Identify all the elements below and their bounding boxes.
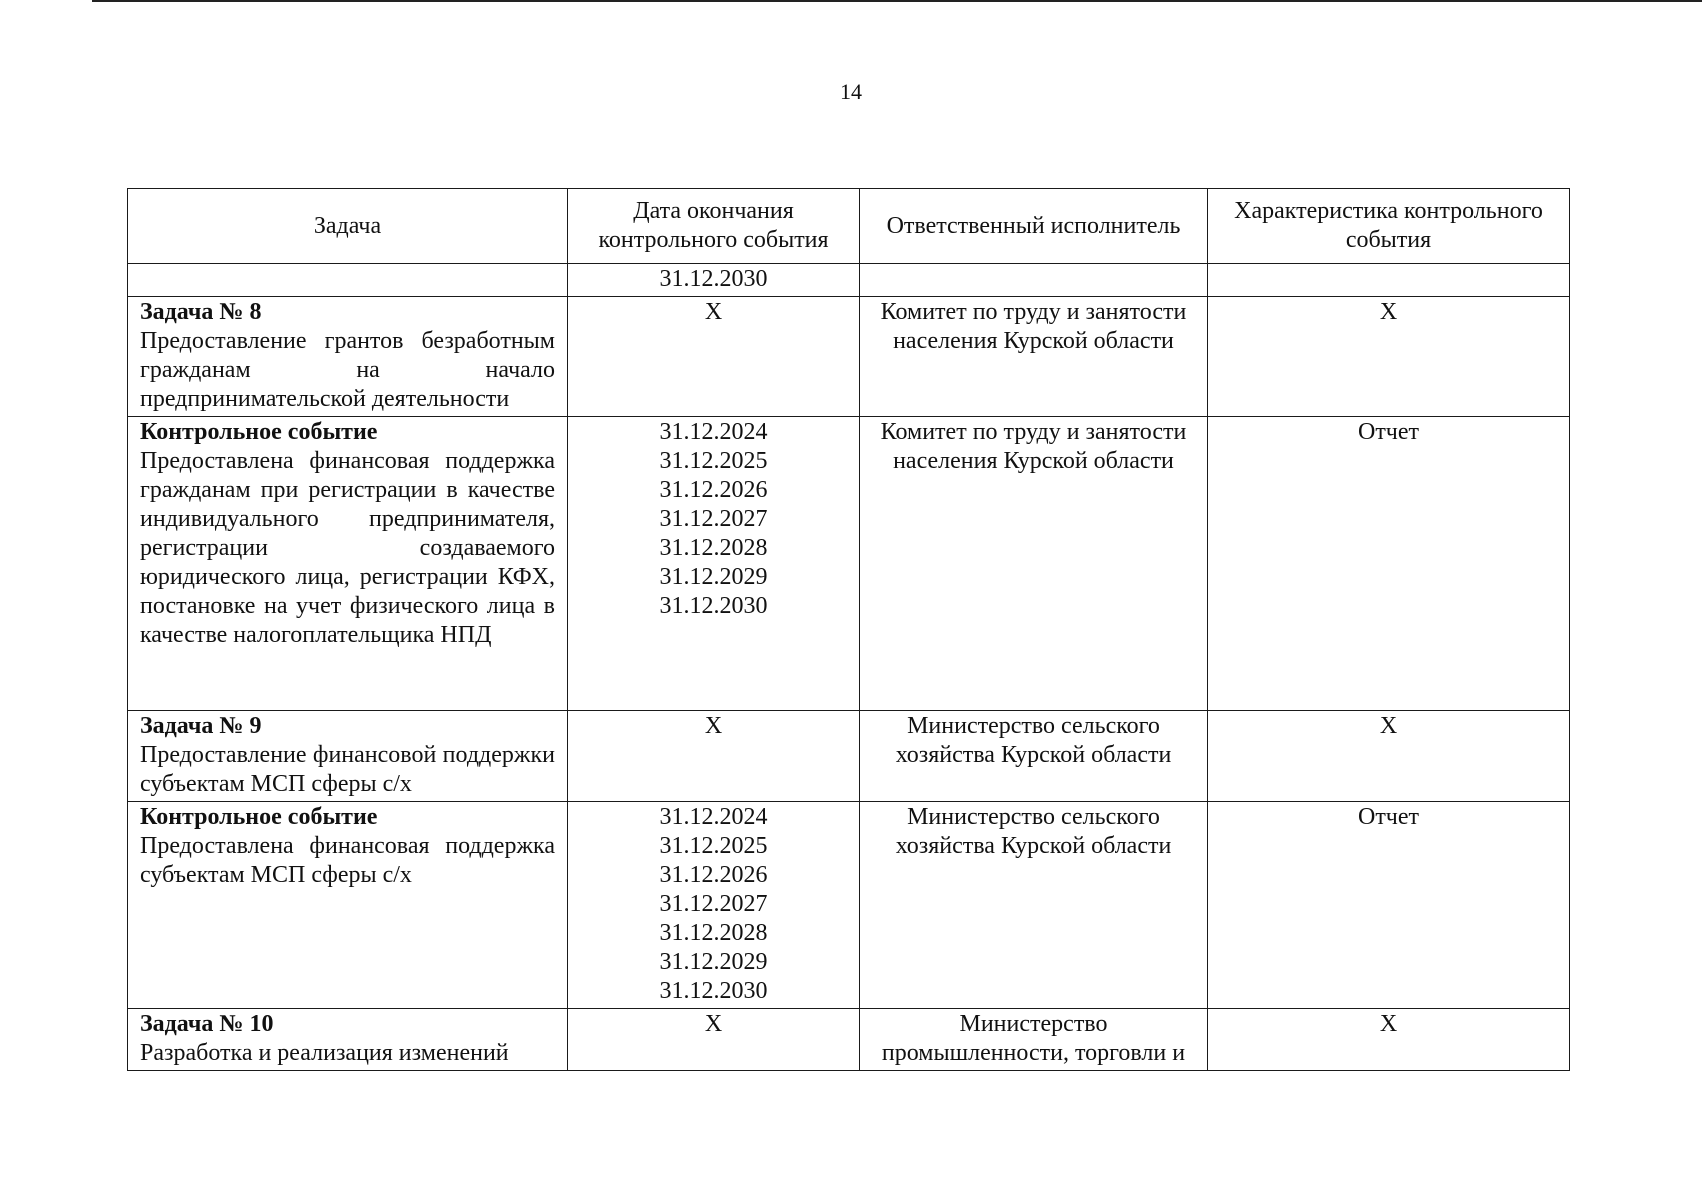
task-description: Предоставлена финансовая поддержка субъектам МСП сферы с/х bbox=[140, 833, 555, 888]
date-cell bbox=[568, 802, 860, 1009]
header-end-date: Дата окончания контрольного события bbox=[568, 189, 860, 264]
task-title: Контрольное событие bbox=[140, 804, 378, 830]
date-value: 31.12.2028 bbox=[659, 920, 768, 946]
date-value: 31.12.2025 bbox=[659, 448, 768, 474]
table-row bbox=[128, 297, 1570, 417]
date-value: 31.12.2025 bbox=[659, 833, 768, 859]
date-value: 31.12.2026 bbox=[659, 477, 768, 503]
characteristic-cell: X bbox=[1208, 297, 1570, 417]
task-description: Предоставлена финансовая поддержка гражданам при регистрации в качестве индивидуального предпринимателя, регистрации создаваемого юридического лица, регистрации КФХ, постановке на учет физического лица в качестве налогоплательщика НПД bbox=[140, 448, 555, 648]
table-row bbox=[128, 264, 1570, 297]
executor-cell: Министерство сельского хозяйства Курской области bbox=[860, 802, 1208, 1009]
executor-cell bbox=[860, 264, 1208, 297]
characteristic-cell: X bbox=[1208, 711, 1570, 802]
date-value: 31.12.2029 bbox=[659, 949, 768, 975]
date-value: 31.12.2027 bbox=[659, 891, 768, 917]
task-title: Задача № 9 bbox=[140, 713, 262, 739]
date-value: X bbox=[704, 1011, 723, 1037]
date-cell bbox=[568, 297, 860, 417]
characteristic-cell: Отчет bbox=[1208, 417, 1570, 711]
header-characteristic: Характеристика контрольного события bbox=[1208, 189, 1570, 264]
date-value: 31.12.2030 bbox=[659, 978, 768, 1004]
task-cell bbox=[128, 711, 568, 802]
header-task: Задача bbox=[128, 189, 568, 264]
header-executor: Ответственный исполнитель bbox=[860, 189, 1208, 264]
executor-cell: Комитет по труду и занятости населения Курской области bbox=[860, 417, 1208, 711]
date-value: 31.12.2028 bbox=[659, 535, 768, 561]
date-cell bbox=[568, 711, 860, 802]
task-description: Разработка и реализация изменений bbox=[140, 1040, 509, 1066]
task-cell bbox=[128, 1009, 568, 1071]
date-value: 31.12.2027 bbox=[659, 506, 768, 532]
table-row bbox=[128, 802, 1570, 1009]
date-value: 31.12.2030 bbox=[659, 593, 768, 619]
task-title: Контрольное событие bbox=[140, 419, 378, 445]
date-value: 31.12.2029 bbox=[659, 564, 768, 590]
date-value: X bbox=[704, 713, 723, 739]
date-cell bbox=[568, 417, 860, 711]
date-cell bbox=[568, 1009, 860, 1071]
table-row bbox=[128, 711, 1570, 802]
executor-cell: Министерство промышленности, торговли и bbox=[860, 1009, 1208, 1071]
task-description: Предоставление финансовой поддержки субъектам МСП сферы с/х bbox=[140, 742, 555, 797]
characteristic-cell bbox=[1208, 264, 1570, 297]
date-cell: 31.12.2030 bbox=[568, 264, 860, 297]
date-value: 31.12.2024 bbox=[659, 419, 768, 445]
characteristic-cell: X bbox=[1208, 1009, 1570, 1071]
task-description: Предоставление грантов безработным гражданам на начало предпринимательской деятельности bbox=[140, 328, 555, 412]
table-row bbox=[128, 1009, 1570, 1071]
task-cell bbox=[128, 802, 568, 1009]
task-cell bbox=[128, 417, 568, 711]
task-cell bbox=[128, 297, 568, 417]
executor-cell: Министерство сельского хозяйства Курской области bbox=[860, 711, 1208, 802]
date-value: 31.12.2024 bbox=[659, 804, 768, 830]
task-title: Задача № 10 bbox=[140, 1011, 274, 1037]
table-header-row bbox=[128, 189, 1570, 264]
date-value: 31.12.2026 bbox=[659, 862, 768, 888]
task-title: Задача № 8 bbox=[140, 299, 262, 325]
task-cell bbox=[128, 264, 568, 297]
executor-cell: Комитет по труду и занятости населения Курской области bbox=[860, 297, 1208, 417]
characteristic-cell: Отчет bbox=[1208, 802, 1570, 1009]
date-value: X bbox=[704, 299, 723, 325]
table-row bbox=[128, 417, 1570, 711]
control-events-table bbox=[127, 188, 1570, 1071]
page-number: 14 bbox=[840, 79, 862, 104]
top-border-line bbox=[92, 0, 1702, 2]
